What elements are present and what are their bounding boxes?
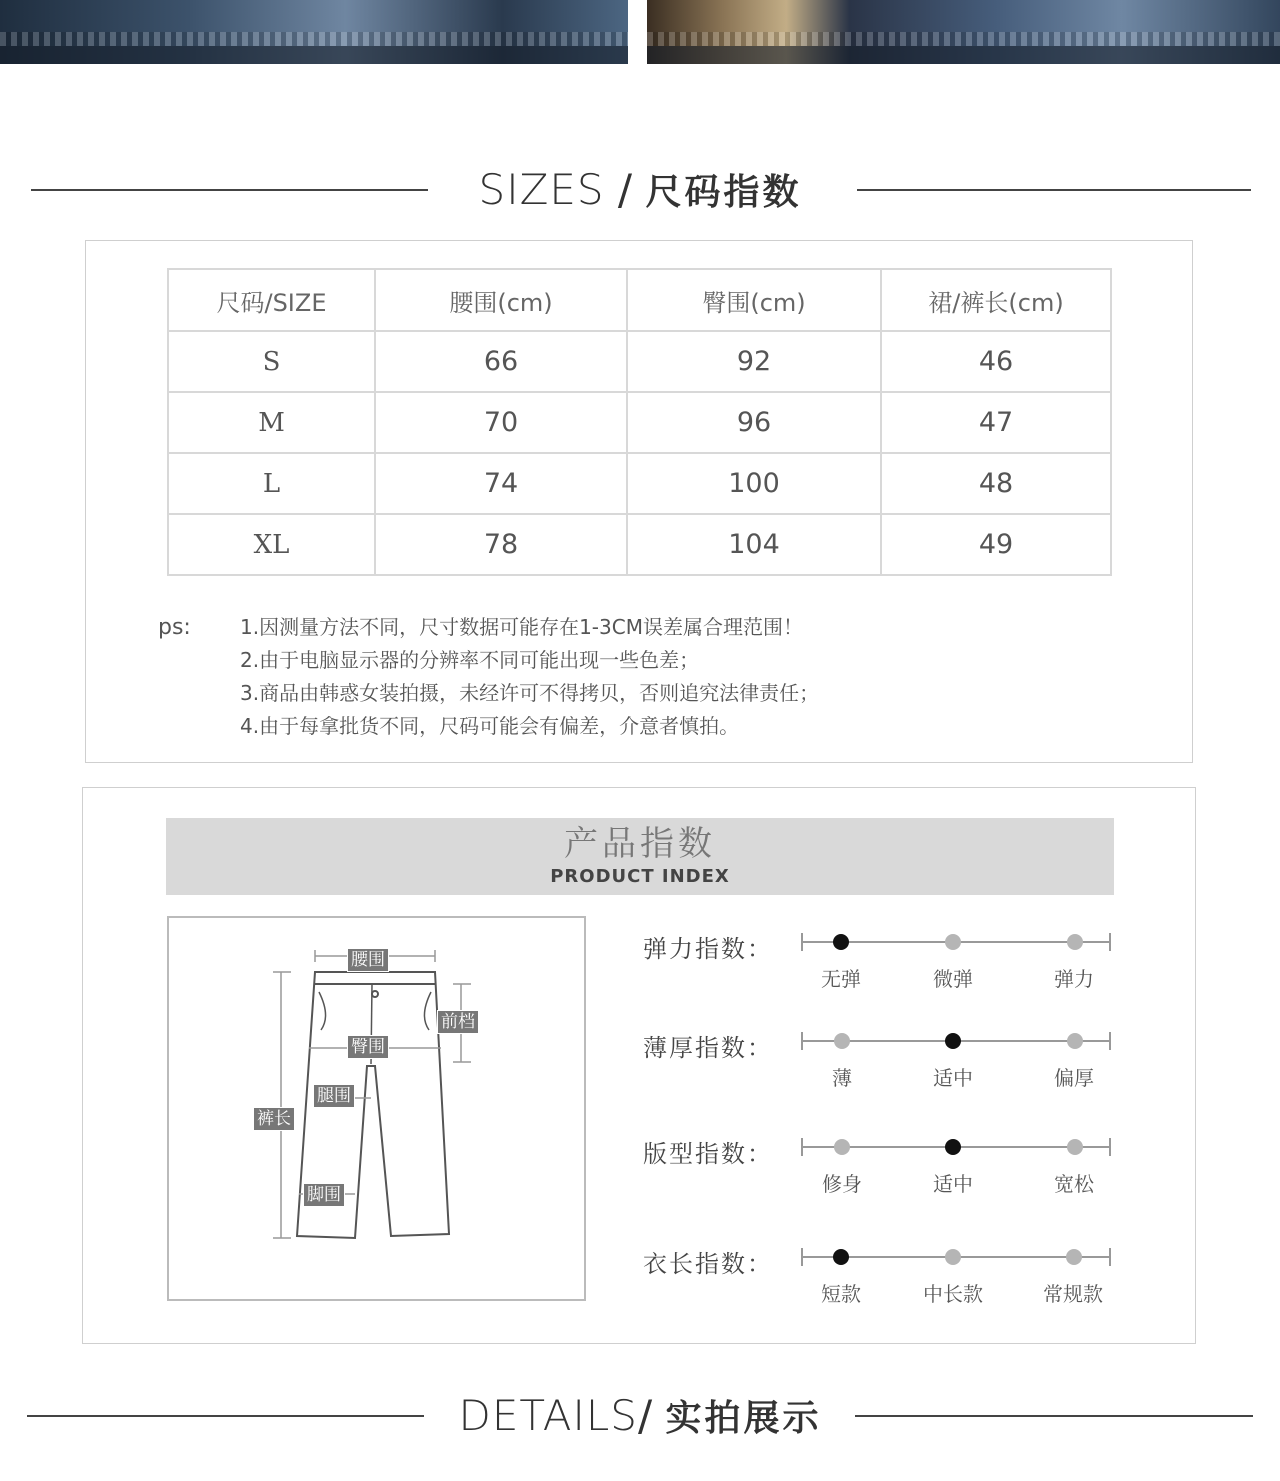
index-dot [833,1249,849,1265]
table-row [168,514,1111,575]
index-option: 薄 [832,1066,852,1090]
notes-prefix: ps: [158,615,191,640]
details-section-header [0,1386,1280,1446]
table-row [168,453,1111,514]
product-index-title: 产品指数 [564,824,716,864]
size-table-header [168,269,1111,331]
index-label: 薄厚指数： [643,1034,773,1062]
index-option: 微弹 [933,967,973,991]
size-table [167,268,1112,576]
elasticity-index [643,929,1123,999]
index-option: 偏厚 [1054,1066,1094,1090]
index-dot [945,1139,961,1155]
length-index [643,1244,1123,1314]
label-hip: 臀围 [347,1035,389,1059]
hip-cell: 92 [627,331,881,392]
index-option: 适中 [933,1172,973,1196]
index-dot [834,1033,850,1049]
label-thigh: 腿围 [313,1084,355,1108]
index-label: 弹力指数： [643,935,773,963]
size-cell: XL [168,514,375,575]
label-front-rise: 前档 [437,1010,479,1034]
length-cell: 47 [881,392,1111,453]
index-dot [833,934,849,950]
index-option: 宽松 [1054,1172,1094,1196]
hip-cell: 96 [627,392,881,453]
index-option: 无弹 [821,967,861,991]
length-cell: 46 [881,331,1111,392]
index-option: 弹力 [1054,967,1094,991]
note-item: 3.商品由韩惑女装拍摄，未经许可不得拷贝，否则追究法律责任； [240,681,820,705]
table-row [168,331,1111,392]
waist-cell: 78 [375,514,627,575]
index-option: 中长款 [923,1282,983,1306]
hip-cell: 100 [627,453,881,514]
index-option: 修身 [822,1172,862,1196]
size-cell: L [168,453,375,514]
index-dot [1067,1033,1083,1049]
waist-cell: 70 [375,392,627,453]
thickness-index [643,1028,1123,1098]
index-dot [945,1249,961,1265]
pants-outline-icon [169,918,584,1299]
index-label: 版型指数： [643,1140,773,1168]
hip-cell: 104 [627,514,881,575]
table-row [168,392,1111,453]
details-title: DETAILS/ 实拍展示 [458,1391,822,1440]
index-option: 短款 [821,1282,861,1306]
waist-cell: 66 [375,331,627,392]
note-item: 1.因测量方法不同，尺寸数据可能存在1-3CM误差属合理范围！ [240,615,803,639]
size-cell: M [168,392,375,453]
index-dot [945,934,961,950]
size-cell: S [168,331,375,392]
note-item: 2.由于电脑显示器的分辨率不同可能出现一些色差； [240,648,700,672]
length-cell: 49 [881,514,1111,575]
product-index-banner [166,818,1114,895]
label-length: 裤长 [253,1107,295,1131]
fit-index [643,1134,1123,1204]
col-header-hip: 臀围(cm) [627,269,881,331]
product-index-panel [82,787,1196,1344]
col-header-waist: 腰围(cm) [375,269,627,331]
pants-measurement-diagram [167,916,586,1301]
product-photo-left [0,0,628,64]
note-item: 4.由于每拿批货不同，尺码可能会有偏差，介意者慎拍。 [240,714,740,738]
col-header-length: 裙/裤长(cm) [881,269,1111,331]
size-chart-panel [85,240,1193,763]
sizes-title: SIZES / 尺码指数 [478,165,802,214]
index-option: 适中 [933,1066,973,1090]
index-option: 常规款 [1043,1282,1103,1306]
label-hem: 脚围 [303,1183,345,1207]
length-cell: 48 [881,453,1111,514]
label-waist: 腰围 [347,948,389,972]
index-dot [1067,934,1083,950]
size-notes [158,611,819,743]
index-label: 衣长指数： [643,1250,773,1278]
index-dot [1066,1249,1082,1265]
col-header-size: 尺码/SIZE [168,269,375,331]
waist-cell: 74 [375,453,627,514]
sizes-section-header [0,160,1280,220]
index-dot [1067,1139,1083,1155]
index-dot [945,1033,961,1049]
index-dot [834,1139,850,1155]
product-photo-right [647,0,1280,64]
product-index-subtitle: PRODUCT INDEX [550,866,730,887]
